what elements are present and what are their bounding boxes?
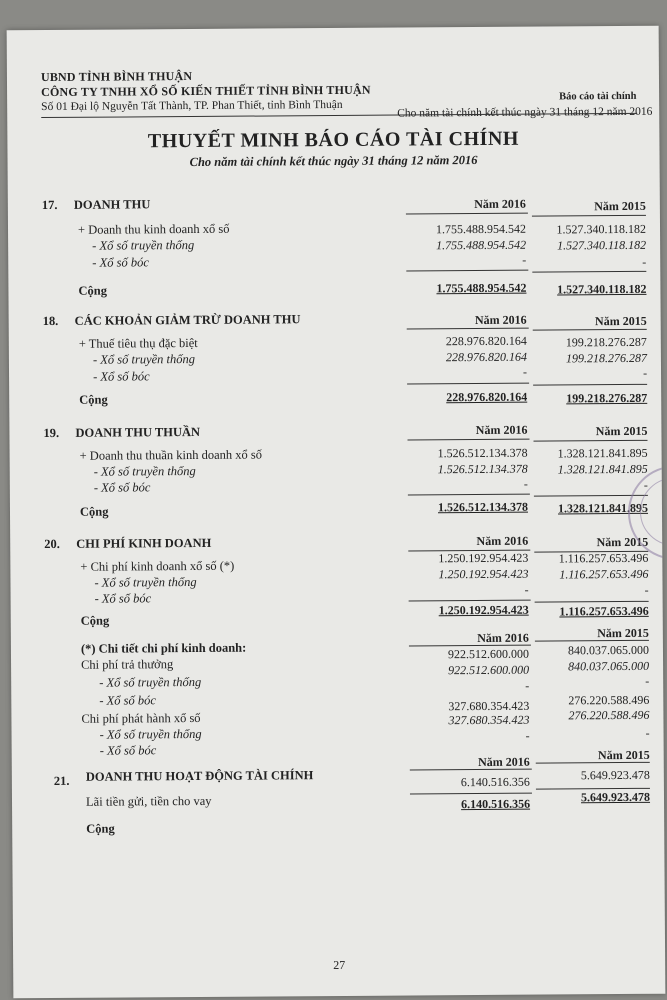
year-2016-header: Năm 2016 bbox=[478, 754, 530, 770]
subtotal-rule bbox=[535, 601, 649, 603]
subtotal-rule bbox=[409, 600, 531, 602]
value-2016: - bbox=[522, 364, 528, 379]
value-2015: - bbox=[645, 725, 650, 740]
section-title: CHI PHÍ KINH DOANH bbox=[76, 535, 212, 551]
value-2015: - bbox=[642, 254, 647, 269]
year-2015-header: Năm 2015 bbox=[594, 198, 646, 214]
row-label: + Doanh thu thuần kinh doanh xổ số bbox=[79, 447, 263, 463]
total-2015: 1.116.257.653.496 bbox=[559, 603, 649, 619]
row-label: - Xổ số truyền thống bbox=[99, 674, 202, 690]
document-subtitle: Cho năm tài chính kết thúc ngày 31 tháng 12 năm 2016 bbox=[189, 153, 478, 170]
total-2015: 1.527.340.118.182 bbox=[557, 281, 647, 297]
total-2016: 1.755.488.954.542 bbox=[436, 280, 527, 296]
row-label: Chi phí phát hành xổ số bbox=[81, 710, 201, 726]
subtotal-rule bbox=[410, 793, 532, 795]
row-label: - Xổ số truyền thống bbox=[92, 351, 196, 367]
year-2016-header: Năm 2016 bbox=[477, 630, 529, 646]
total-2016: 228.976.820.164 bbox=[446, 389, 528, 405]
header-rule bbox=[535, 640, 649, 642]
section-number: 17. bbox=[41, 197, 58, 213]
header-rule bbox=[534, 440, 648, 442]
value-2015: 199.218.276.287 bbox=[565, 334, 647, 350]
value-2015: - bbox=[645, 673, 650, 688]
value-2016: - bbox=[522, 252, 527, 267]
detail-title: (*) Chi tiết chi phí kinh doanh: bbox=[80, 640, 247, 656]
document-page bbox=[7, 26, 666, 999]
header-rule bbox=[407, 439, 529, 441]
header-rule bbox=[532, 215, 646, 217]
value-2015: 1.116.257.653.496 bbox=[559, 566, 649, 582]
row-label: - Xổ số bóc bbox=[93, 480, 151, 495]
section-number: 21. bbox=[53, 773, 70, 788]
value-2015: 840.037.065.000 bbox=[567, 642, 650, 658]
subtotal-rule bbox=[533, 384, 647, 386]
value-2016: 1.250.192.954.423 bbox=[438, 566, 529, 582]
value-2016: 1.755.488.954.542 bbox=[435, 221, 527, 237]
value-2016: 228.976.820.164 bbox=[445, 333, 527, 349]
total-2015: 5.649.923.478 bbox=[580, 789, 651, 805]
value-2015: - bbox=[644, 582, 649, 597]
section-number: 18. bbox=[42, 313, 59, 329]
year-2015-header: Năm 2015 bbox=[597, 625, 649, 641]
value-2015: 1.116.257.653.496 bbox=[558, 550, 649, 566]
row-label: Lãi tiền gửi, tiền cho vay bbox=[85, 793, 212, 809]
value-2016: 922.512.600.000 bbox=[447, 646, 530, 662]
row-label: - Xổ số truyền thống bbox=[99, 726, 202, 742]
company-name: CÔNG TY TNHH XỔ SỐ KIẾN THIẾT TỈNH BÌNH THUẬN bbox=[41, 82, 371, 100]
section-number: 19. bbox=[43, 425, 60, 441]
year-2015-header: Năm 2015 bbox=[595, 423, 648, 439]
year-2016-header: Năm 2016 bbox=[474, 312, 527, 328]
row-label: - Xổ số truyền thống bbox=[92, 237, 195, 253]
value-2016: - bbox=[525, 678, 530, 693]
value-2016: - bbox=[525, 728, 530, 743]
header-rule bbox=[406, 213, 528, 215]
stamp-inner-ring bbox=[640, 477, 666, 545]
value-2016: - bbox=[524, 582, 529, 597]
value-2016: - bbox=[523, 476, 528, 491]
year-2015-header: Năm 2015 bbox=[594, 313, 647, 329]
value-2016: 922.512.600.000 bbox=[448, 662, 530, 678]
row-label: Chi phí trả thưởng bbox=[81, 657, 174, 672]
row-label: + Thuế tiêu thụ đặc biệt bbox=[78, 335, 198, 351]
row-label: + Doanh thu kinh doanh xổ số bbox=[77, 221, 230, 237]
row-label: - Xổ số truyền thống bbox=[94, 574, 197, 590]
report-period: Cho năm tài chính kết thúc ngày 31 tháng 12 năm 2016 bbox=[397, 105, 653, 120]
year-2016-header: Năm 2016 bbox=[476, 533, 529, 549]
value-2016: 1.755.488.954.542 bbox=[436, 237, 527, 253]
value-2015: 199.218.276.287 bbox=[565, 350, 647, 366]
value-2015: 1.328.121.841.895 bbox=[557, 445, 648, 461]
subtotal-rule bbox=[408, 494, 530, 496]
value-2016: 6.140.516.356 bbox=[460, 774, 530, 790]
value-2015: 5.649.923.478 bbox=[580, 767, 650, 783]
row-label: - Xổ số bóc bbox=[99, 743, 157, 758]
authority-name: UBND TỈNH BÌNH THUẬN bbox=[40, 68, 193, 85]
header-rule bbox=[533, 329, 647, 331]
total-label: Cộng bbox=[78, 283, 107, 298]
total-2015: 1.328.121.841.895 bbox=[557, 500, 649, 516]
report-tag: Báo cáo tài chính bbox=[559, 90, 637, 103]
total-2016: 6.140.516.356 bbox=[460, 796, 531, 812]
section-title: CÁC KHOẢN GIẢM TRỪ DOANH THU bbox=[74, 312, 301, 328]
year-2016-header: Năm 2016 bbox=[475, 422, 528, 438]
company-address: Số 01 Đại lộ Nguyễn Tất Thành, TP. Phan Thiết, tỉnh Bình Thuận bbox=[41, 98, 343, 114]
header-rule bbox=[410, 769, 532, 771]
row-label: - Xổ số bóc bbox=[99, 693, 156, 708]
value-2015: - bbox=[643, 477, 648, 492]
value-2015: 1.328.121.841.895 bbox=[557, 461, 648, 477]
header-rule bbox=[407, 328, 529, 330]
header-rule bbox=[536, 762, 650, 764]
value-2015: 1.527.340.118.182 bbox=[556, 221, 647, 237]
value-2016: 1.526.512.134.378 bbox=[437, 461, 528, 477]
total-label: Cộng bbox=[86, 821, 115, 836]
section-title: DOANH THU bbox=[73, 197, 151, 212]
document-title: THUYẾT MINH BÁO CÁO TÀI CHÍNH bbox=[147, 127, 519, 153]
total-label: Cộng bbox=[79, 392, 108, 407]
value-2015: 276.220.588.496 bbox=[568, 692, 650, 708]
page-number: 27 bbox=[333, 957, 346, 973]
subtotal-rule bbox=[532, 271, 646, 273]
row-label: - Xổ số bóc bbox=[93, 369, 150, 384]
row-label: - Xổ số bóc bbox=[94, 591, 152, 606]
section-title: DOANH THU THUẦN bbox=[75, 424, 201, 440]
total-label: Cộng bbox=[79, 504, 109, 519]
section-title: DOANH THU HOẠT ĐỘNG TÀI CHÍNH bbox=[85, 768, 314, 784]
subtotal-rule bbox=[407, 383, 529, 385]
value-2016: 327.680.354.423 bbox=[448, 698, 530, 714]
row-label: - Xổ số truyền thống bbox=[93, 463, 196, 479]
value-2015: 276.220.588.496 bbox=[568, 707, 650, 723]
value-2015: 840.037.065.000 bbox=[568, 658, 650, 674]
row-label: - Xổ số bóc bbox=[92, 255, 149, 270]
value-2015: 1.527.340.118.182 bbox=[556, 237, 647, 253]
year-2015-header: Năm 2015 bbox=[596, 534, 649, 550]
value-2016: 1.526.512.134.378 bbox=[437, 445, 528, 461]
year-2016-header: Năm 2016 bbox=[474, 196, 526, 212]
value-2016: 327.680.354.423 bbox=[448, 712, 530, 728]
value-2016: 228.976.820.164 bbox=[445, 349, 527, 365]
total-2016: 1.526.512.134.378 bbox=[437, 499, 529, 515]
section-number: 20. bbox=[44, 536, 60, 552]
value-2016: 1.250.192.954.423 bbox=[438, 550, 529, 566]
value-2015: - bbox=[642, 365, 648, 380]
row-label: + Chi phí kinh doanh xổ số (*) bbox=[80, 558, 235, 574]
year-2015-header: Năm 2015 bbox=[597, 747, 650, 763]
subtotal-rule bbox=[406, 270, 528, 272]
total-2015: 199.218.276.287 bbox=[566, 390, 648, 406]
total-2016: 1.250.192.954.423 bbox=[438, 602, 529, 618]
total-label: Cộng bbox=[80, 613, 110, 628]
